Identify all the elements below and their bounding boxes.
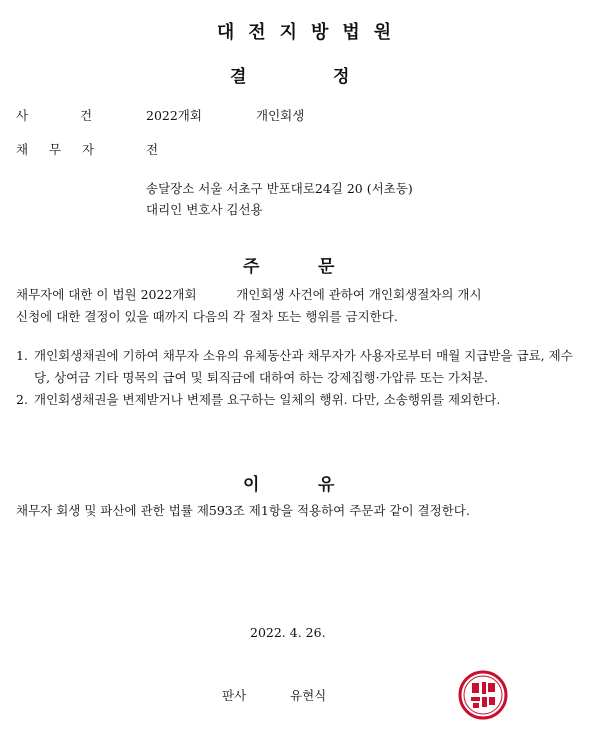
order-item-text: 개인회생채권을 변제받거나 변제를 요구하는 일체의 행위. 다만, 소송행위를 제외한다. — [34, 392, 501, 407]
order-heading-left: 주 — [243, 257, 260, 277]
case-number: 2022개회 — [146, 108, 202, 123]
reason-text: 채무자 회생 및 파산에 관한 법률 제593조 제1항을 적용하여 주문과 같이 결정한다. — [16, 503, 470, 518]
judge-name: 유현식 — [290, 688, 327, 703]
order-list — [16, 345, 576, 411]
order-heading-right: 문 — [318, 257, 335, 277]
case-type: 개인회생 — [256, 108, 305, 123]
debtor-label-3: 자 — [82, 142, 95, 157]
judge-title: 판사 — [222, 688, 247, 703]
order-item-number: 2. — [16, 392, 28, 407]
order-item — [16, 389, 576, 411]
case-label-2: 건 — [80, 108, 93, 123]
court-name: 대전지방법원 — [216, 22, 406, 43]
order-item — [16, 345, 576, 389]
order-intro-line-1: 채무자에 대한 이 법원 2022개회 개인회생 사건에 관하여 개인회생절차의 개시 — [16, 287, 482, 302]
doc-type-right: 정 — [333, 67, 350, 87]
order-item-text: 개인회생채권에 기하여 채무자 소유의 유체동산과 채무자가 사용자로부터 매월 지급받을 급료, 제수당, 상여금 기타 명목의 급여 및 퇴직금에 대하여 하는 강제집행·가압류 또는 가처분. — [34, 348, 573, 385]
order-item-number: 1. — [16, 348, 28, 363]
order-intro-line-2: 신청에 대한 결정이 있을 때까지 다음의 각 절차 또는 행위를 금지한다. — [16, 309, 398, 324]
debtor-label-2: 무 — [49, 142, 62, 157]
court-seal-icon — [458, 670, 508, 720]
case-label-1: 사 — [16, 108, 29, 123]
service-address: 송달장소 서울 서초구 반포대로24길 20 (서초동) — [146, 181, 413, 196]
reason-heading-right: 유 — [318, 475, 335, 495]
debtor-name: 전 — [146, 142, 159, 157]
doc-type-left: 결 — [230, 67, 247, 87]
reason-heading-left: 이 — [243, 475, 260, 495]
debtor-label-1: 채 — [16, 142, 29, 157]
decision-date: 2022. 4. 26. — [250, 625, 326, 640]
legal-agent: 대리인 변호사 김선용 — [146, 202, 263, 217]
